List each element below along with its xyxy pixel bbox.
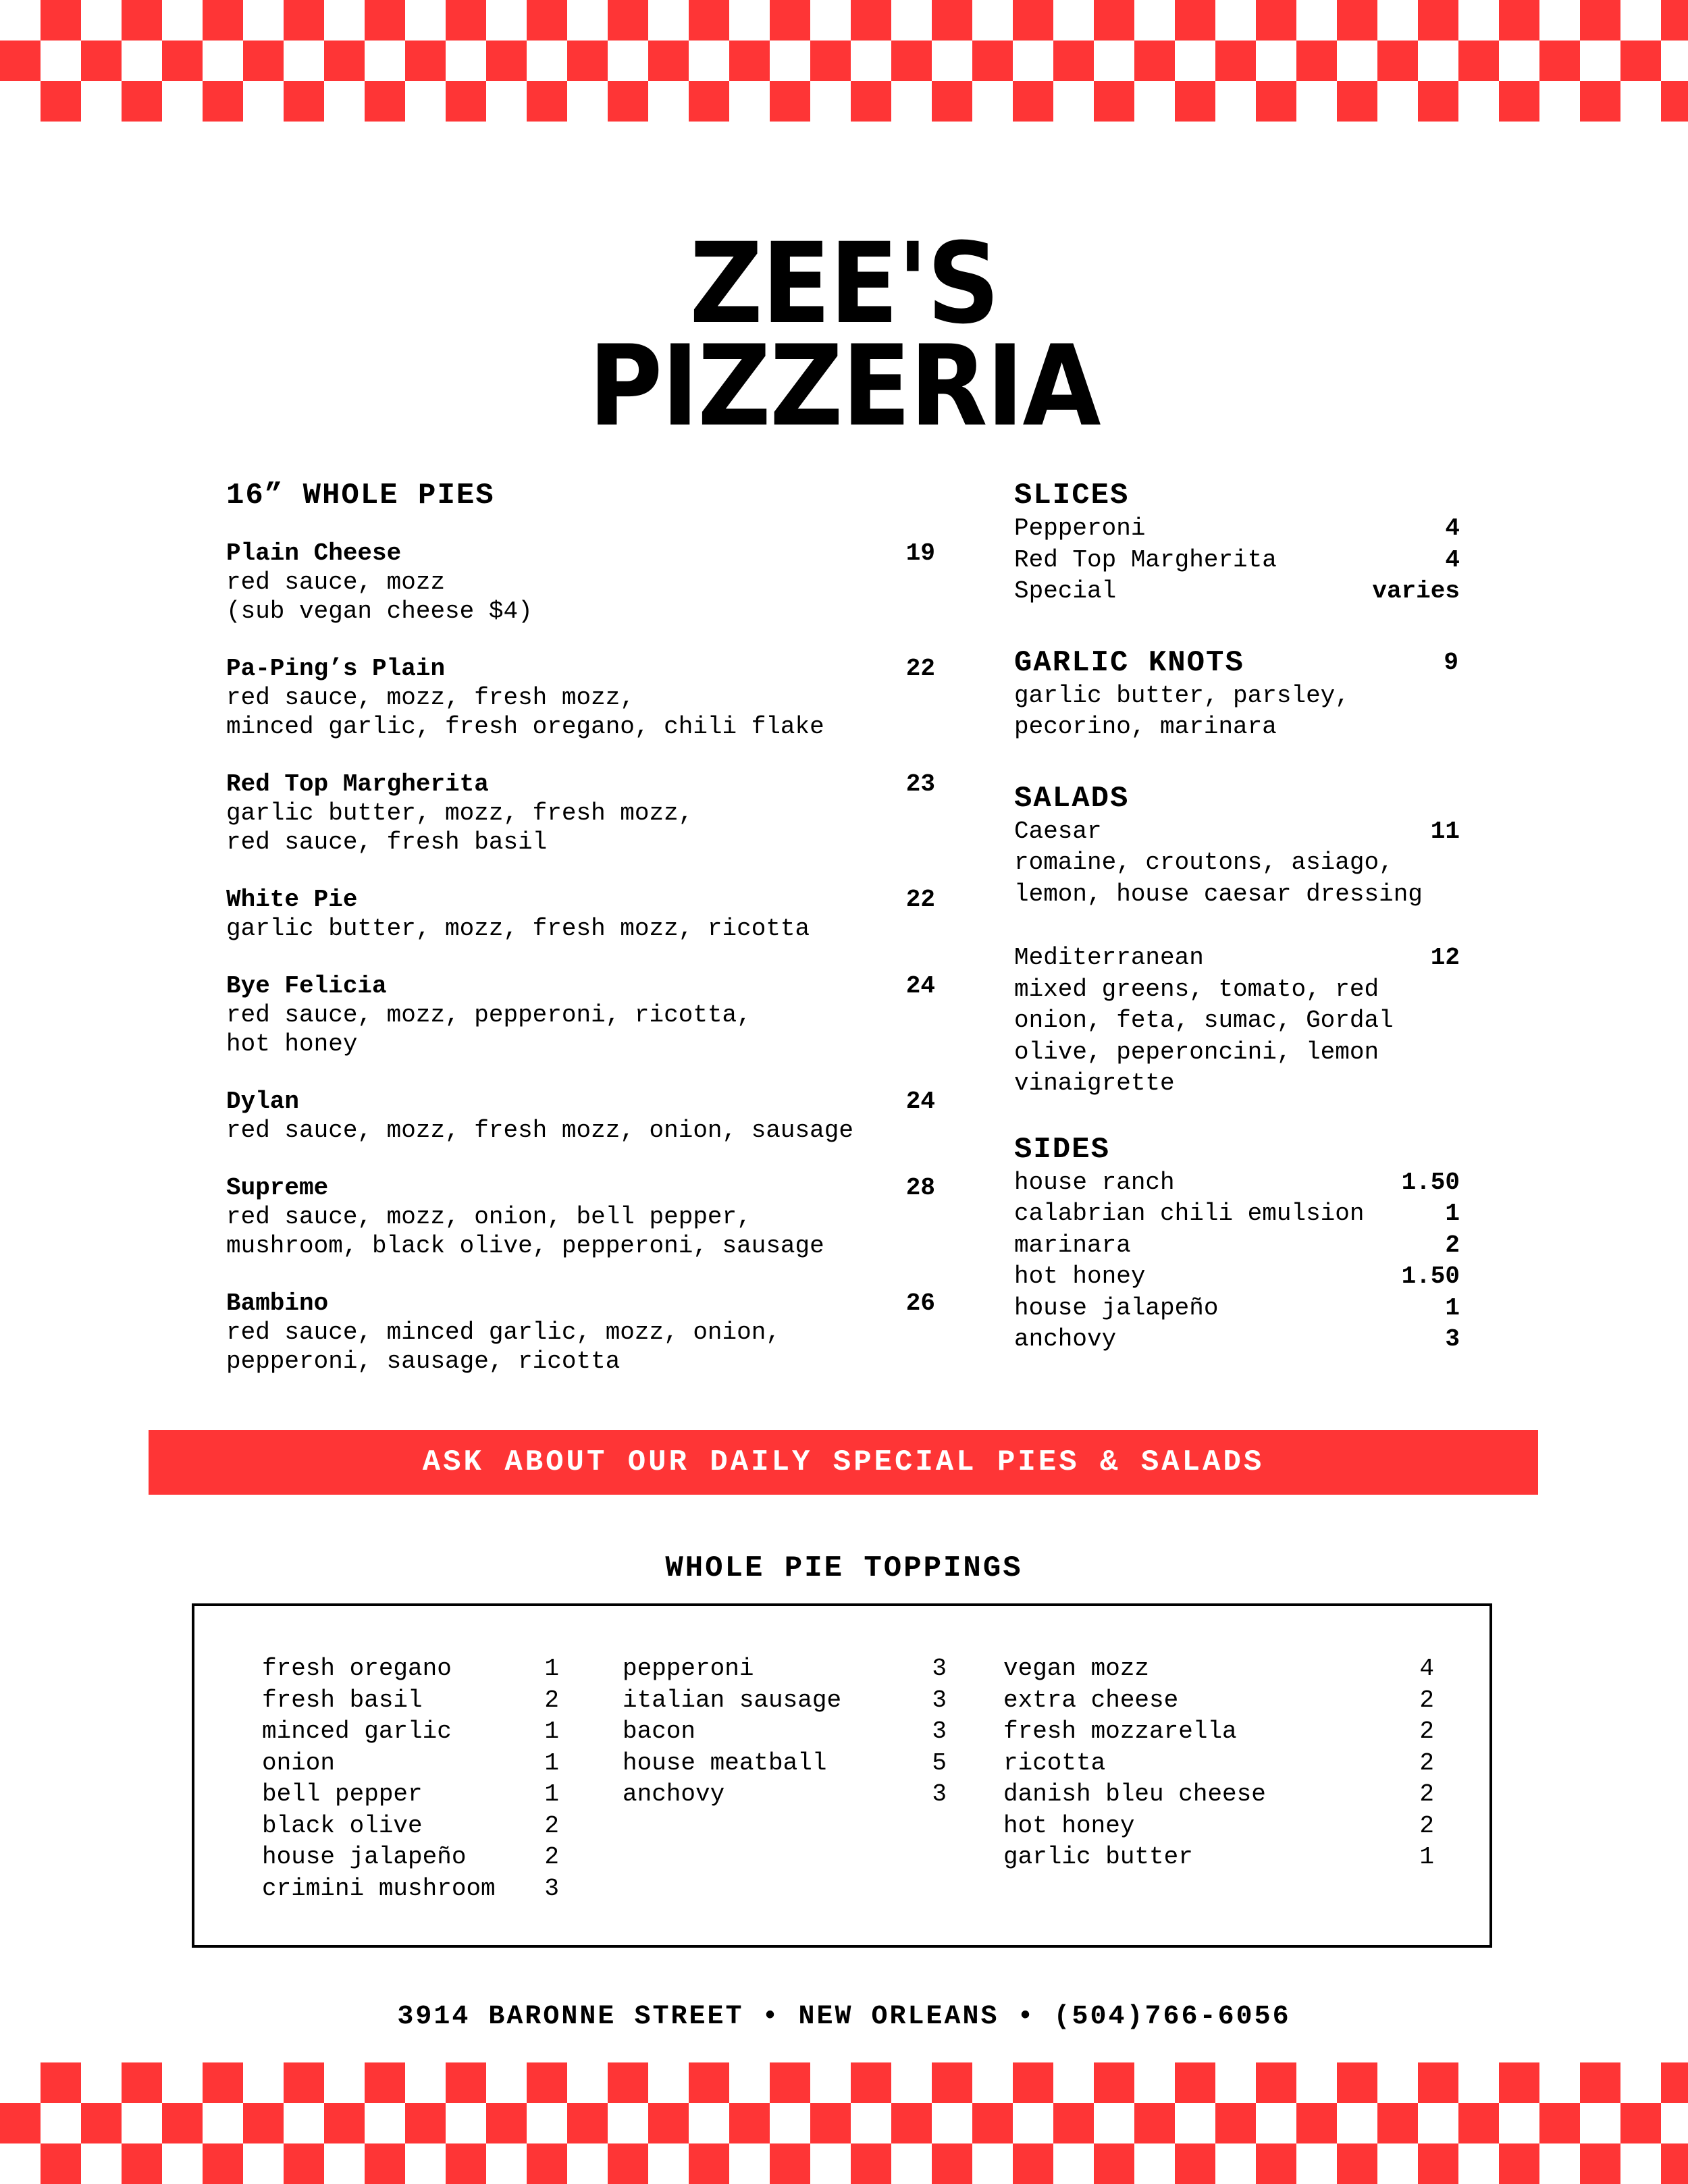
daily-special-banner: ASK ABOUT OUR DAILY SPECIAL PIES & SALADS [149, 1430, 1538, 1495]
slices-section [1014, 478, 1460, 608]
title-line-1: ZEE'S [689, 219, 999, 349]
topping-row [1003, 1811, 1434, 1842]
topping-row [623, 1716, 947, 1748]
topping-row-price: 3 [932, 1717, 947, 1745]
pie-description: red sauce, mozz, onion, bell pepper, mushroom, black olive, pepperoni, sausage [226, 1203, 824, 1260]
topping-row-name: bacon [623, 1717, 696, 1745]
salad-price: 11 [1430, 817, 1460, 845]
topping-row-price: 2 [544, 1686, 559, 1714]
slices-heading: SLICES [1014, 479, 1130, 512]
pie-description: red sauce, mozz, fresh mozz, onion, sausage [226, 1117, 853, 1144]
slice-row-price: 4 [1445, 514, 1460, 542]
topping-row [1003, 1716, 1434, 1748]
topping-row [623, 1653, 947, 1685]
side-row-price: 3 [1445, 1325, 1460, 1353]
salad-head [1014, 816, 1460, 848]
topping-row-name: vegan mozz [1003, 1655, 1150, 1682]
topping-row [623, 1748, 947, 1780]
topping-row-name: fresh basil [262, 1686, 423, 1714]
topping-row [262, 1842, 559, 1873]
topping-row [262, 1873, 559, 1905]
topping-row-name: house jalapeño [262, 1843, 467, 1871]
topping-row-price: 3 [932, 1780, 947, 1808]
side-row [1014, 1293, 1460, 1325]
pie-name: Pa-Ping’s Plain [226, 655, 446, 683]
slice-row-name: Pepperoni [1014, 514, 1146, 542]
pie-name: Bye Felicia [226, 972, 387, 1000]
toppings-heading: WHOLE PIE TOPPINGS [665, 1551, 1023, 1585]
topping-row-name: fresh mozzarella [1003, 1717, 1237, 1745]
topping-row [262, 1748, 559, 1780]
salad-description: mixed greens, tomato, red onion, feta, sumac, Gordal olive, peperoncini, lemon vinaigrette [1014, 975, 1394, 1097]
whole-pies-heading: 16” WHOLE PIES [226, 479, 495, 512]
pie-description: garlic butter, mozz, fresh mozz, red sauce, fresh basil [226, 799, 693, 856]
pie-name: Bambino [226, 1289, 329, 1317]
slice-row [1014, 545, 1460, 577]
side-row-price: 1.50 [1401, 1262, 1460, 1290]
side-row [1014, 1324, 1460, 1356]
topping-row [262, 1779, 559, 1811]
topping-row-price: 3 [932, 1655, 947, 1682]
topping-row-price: 1 [544, 1780, 559, 1808]
salads-list [1014, 816, 1460, 1100]
pie-name: Dylan [226, 1088, 300, 1115]
salads-heading: SALADS [1014, 781, 1130, 816]
sides-section [1014, 1132, 1460, 1356]
side-row-price: 1 [1445, 1200, 1460, 1227]
pie-item [226, 770, 935, 857]
topping-row-price: 2 [544, 1811, 559, 1840]
topping-row-price: 1 [544, 1749, 559, 1777]
pie-item-head [226, 971, 935, 1001]
salad-description: romaine, croutons, asiago, lemon, house caesar dressing [1014, 849, 1423, 908]
topping-row-name: bell pepper [262, 1780, 423, 1808]
side-row [1014, 1230, 1460, 1262]
pie-price: 23 [905, 770, 935, 798]
topping-row [623, 1685, 947, 1717]
topping-row-name: extra cheese [1003, 1686, 1179, 1714]
salad-name: Mediterranean [1014, 944, 1204, 971]
topping-row [262, 1685, 559, 1717]
topping-row-price: 2 [544, 1843, 559, 1871]
toppings-box [192, 1603, 1492, 1948]
pie-item [226, 885, 935, 943]
side-row-price: 1 [1445, 1294, 1460, 1322]
pie-item-head [226, 539, 935, 568]
topping-row-name: black olive [262, 1811, 423, 1840]
pie-item-head [226, 1289, 935, 1318]
garlic-knots-price: 9 [1444, 648, 1460, 676]
pie-description: red sauce, mozz (sub vegan cheese $4) [226, 568, 533, 625]
toppings-column-1 [262, 1653, 623, 1905]
footer-address: 3914 BARONNE STREET • NEW ORLEANS • (504)766-6056 [397, 2002, 1291, 2032]
slice-row [1014, 513, 1460, 545]
pie-price: 26 [905, 1289, 935, 1317]
pie-description: red sauce, mozz, fresh mozz, minced garlic, fresh oregano, chili flake [226, 684, 824, 741]
topping-row-name: ricotta [1003, 1749, 1106, 1777]
pie-description: garlic butter, mozz, fresh mozz, ricotta [226, 915, 810, 942]
slice-row-name: Special [1014, 577, 1117, 605]
side-row [1014, 1198, 1460, 1230]
side-row-name: hot honey [1014, 1262, 1146, 1290]
pie-name: Plain Cheese [226, 539, 402, 567]
topping-row-name: fresh oregano [262, 1655, 452, 1682]
garlic-knots-section [1014, 645, 1460, 743]
pie-name: Supreme [226, 1174, 329, 1202]
topping-row-name: danish bleu cheese [1003, 1780, 1266, 1808]
pie-item-head [226, 770, 935, 799]
pie-description: red sauce, mozz, pepperoni, ricotta, hot honey [226, 1001, 751, 1058]
whole-pies-section [226, 478, 935, 1404]
topping-row-name: italian sausage [623, 1686, 842, 1714]
toppings-column-3 [1003, 1653, 1629, 1873]
salad-price: 12 [1430, 944, 1460, 971]
topping-row-price: 3 [932, 1686, 947, 1714]
side-row-name: house ranch [1014, 1168, 1175, 1196]
topping-row-name: garlic butter [1003, 1843, 1193, 1871]
topping-row-price: 1 [1419, 1843, 1434, 1871]
pie-item [226, 1087, 935, 1145]
pie-price: 24 [905, 972, 935, 1000]
garlic-knots-heading: GARLIC KNOTS [1014, 645, 1244, 680]
side-row-name: anchovy [1014, 1325, 1117, 1353]
title-line-2: PIZZERIA [588, 322, 1100, 452]
checkered-border-bottom [0, 2062, 1688, 2184]
salads-section [1014, 781, 1460, 1100]
sides-heading: SIDES [1014, 1132, 1111, 1167]
pie-price: 22 [905, 655, 935, 683]
topping-row-price: 2 [1419, 1780, 1434, 1808]
topping-row [1003, 1748, 1434, 1780]
topping-row-name: crimini mushroom [262, 1874, 496, 1902]
topping-row-name: onion [262, 1749, 336, 1777]
right-column [1014, 478, 1460, 1393]
side-row-name: calabrian chili emulsion [1014, 1200, 1365, 1227]
pie-price: 24 [905, 1088, 935, 1115]
pie-item-head [226, 1173, 935, 1202]
pie-price: 22 [905, 886, 935, 913]
pie-item [226, 539, 935, 626]
pie-name: White Pie [226, 886, 358, 913]
side-row [1014, 1167, 1460, 1199]
topping-row-name: pepperoni [623, 1655, 754, 1682]
topping-row [1003, 1685, 1434, 1717]
topping-row-price: 2 [1419, 1749, 1434, 1777]
garlic-knots-heading-row [1014, 645, 1460, 681]
topping-row [262, 1653, 559, 1685]
topping-row-price: 2 [1419, 1811, 1434, 1840]
topping-row-name: hot honey [1003, 1811, 1135, 1840]
topping-row-price: 5 [932, 1749, 947, 1777]
topping-row-price: 2 [1419, 1717, 1434, 1745]
salad-item [1014, 942, 1460, 1100]
slice-row-name: Red Top Margherita [1014, 545, 1277, 574]
checkered-border-top [0, 0, 1688, 122]
sides-list [1014, 1167, 1460, 1356]
pie-item-head [226, 885, 935, 914]
salad-name: Caesar [1014, 817, 1102, 845]
topping-row-price: 2 [1419, 1686, 1434, 1714]
topping-row-name: anchovy [623, 1780, 725, 1808]
slice-row-price: varies [1372, 577, 1460, 605]
pie-item [226, 1289, 935, 1376]
topping-row [262, 1716, 559, 1748]
topping-row-name: minced garlic [262, 1717, 452, 1745]
garlic-knots-desc: garlic butter, parsley, pecorino, marinara [1014, 681, 1350, 741]
slice-row [1014, 576, 1460, 608]
pie-name: Red Top Margherita [226, 770, 489, 798]
slice-row-price: 4 [1445, 545, 1460, 574]
side-row-price: 1.50 [1401, 1168, 1460, 1196]
topping-row-price: 4 [1419, 1655, 1434, 1682]
side-row-price: 2 [1445, 1231, 1460, 1259]
topping-row [623, 1779, 947, 1811]
pie-item [226, 654, 935, 741]
topping-row-name: house meatball [623, 1749, 827, 1777]
pie-item-head [226, 654, 935, 683]
topping-row [262, 1811, 559, 1842]
topping-row [1003, 1779, 1434, 1811]
topping-row-price: 1 [544, 1717, 559, 1745]
salad-head [1014, 942, 1460, 974]
topping-row-price: 1 [544, 1655, 559, 1682]
pie-item-head [226, 1087, 935, 1116]
whole-pies-list [226, 539, 935, 1376]
side-row-name: marinara [1014, 1231, 1131, 1259]
pie-price: 28 [905, 1174, 935, 1202]
topping-row [1003, 1842, 1434, 1873]
salad-item [1014, 816, 1460, 911]
page-title [0, 219, 1688, 452]
topping-row [1003, 1653, 1434, 1685]
pie-description: red sauce, minced garlic, mozz, onion, pepperoni, sausage, ricotta [226, 1319, 781, 1375]
side-row-name: house jalapeño [1014, 1294, 1219, 1322]
pie-item [226, 1173, 935, 1260]
slices-list [1014, 513, 1460, 608]
side-row [1014, 1261, 1460, 1293]
pie-price: 19 [905, 539, 935, 567]
pie-item [226, 971, 935, 1059]
topping-row-price: 3 [544, 1874, 559, 1902]
